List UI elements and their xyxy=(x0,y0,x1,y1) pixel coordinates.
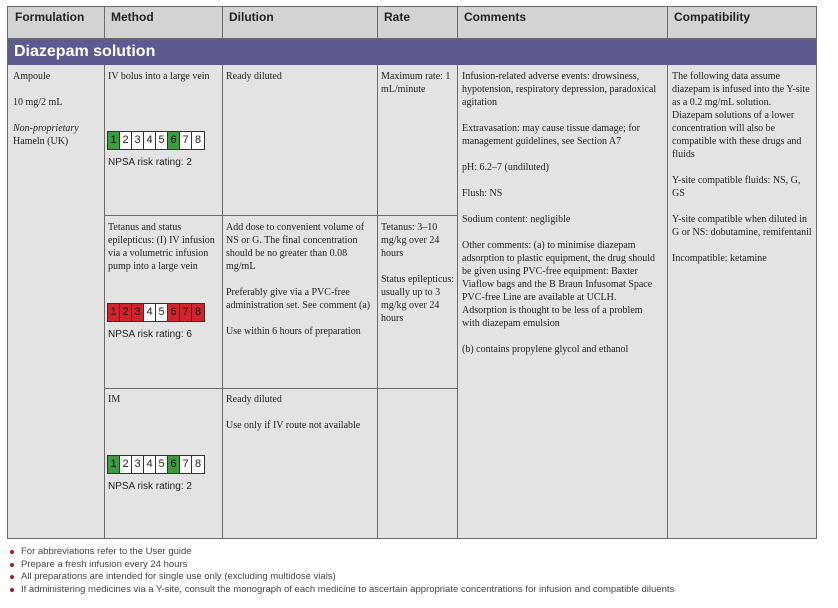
risk-cell-8: 8 xyxy=(192,132,204,149)
risk-cell-6: 6 xyxy=(168,456,180,473)
risk-cell-6: 6 xyxy=(168,304,180,321)
footnote: For abbreviations refer to the User guide xyxy=(8,546,808,559)
header-method: Method xyxy=(111,10,154,24)
divider xyxy=(667,65,668,538)
risk-cell-7: 7 xyxy=(180,456,192,473)
rate-row-1 xyxy=(381,70,455,96)
header-rate: Rate xyxy=(384,10,411,24)
formulation-cell xyxy=(13,70,101,148)
risk-cell-2: 2 xyxy=(120,456,132,473)
divider xyxy=(377,65,378,538)
rate-text: Status epilepticus: usually up to 3 mg/kg over 24 hours xyxy=(381,274,455,324)
risk-rating-row-3: NPSA risk rating: 2 xyxy=(108,481,192,492)
comment-sodium: Sodium content: negligible xyxy=(462,214,571,225)
risk-rating-row-2: NPSA risk rating: 6 xyxy=(108,329,192,340)
risk-scale-row-2 xyxy=(107,303,205,322)
dilution-text: Add dose to convenient volume of NS or G. The final concentration should be no greater than 0.08 mg/mL xyxy=(226,222,365,272)
divider xyxy=(104,65,105,538)
section-title: Diazepam solution xyxy=(8,39,816,65)
comment-other: Other comments: (a) to minimise diazepam adsorption to plastic equipment, the drug should be given using PVC-free equipment: Baxter Viaflow bags and the B Braun Infusomat Space PVC-free Line are available at UCLH. Adsorption is thought to be less of a problem with diazepam emulsion xyxy=(462,240,656,329)
divider xyxy=(104,215,457,216)
compatibility-incompatible: Incompatible: ketamine xyxy=(672,253,767,264)
compatibility-fluids: Y-site compatible fluids: NS, G, GS xyxy=(672,175,801,199)
method-row-1: IV bolus into a large vein xyxy=(108,71,210,82)
divider xyxy=(104,388,457,389)
comment-adverse-events: Infusion-related adverse events: drowsiness, hypotension, respiratory depression, paradoxical agitation xyxy=(462,71,657,108)
risk-cell-8: 8 xyxy=(192,304,204,321)
risk-cell-7: 7 xyxy=(180,132,192,149)
formulation-proprietary: Non-proprietary xyxy=(13,123,79,134)
header-formulation: Formulation xyxy=(15,10,85,24)
footnotes xyxy=(8,546,808,596)
divider xyxy=(222,65,223,538)
comment-flush: Flush: NS xyxy=(462,188,503,199)
divider xyxy=(377,7,378,38)
rate-row-2 xyxy=(381,221,455,325)
formulation-type: Ampoule xyxy=(13,71,51,82)
risk-scale-row-1 xyxy=(107,131,205,150)
risk-cell-5: 5 xyxy=(156,132,168,149)
header-comments: Comments xyxy=(464,10,527,24)
risk-rating-row-1: NPSA risk rating: 2 xyxy=(108,157,192,168)
risk-cell-5: 5 xyxy=(156,304,168,321)
risk-cell-3: 3 xyxy=(132,132,144,149)
compatibility-ysite: Y-site compatible when diluted in G or NS: dobutamine, remifentanil xyxy=(672,214,812,238)
risk-cell-4: 4 xyxy=(144,456,156,473)
divider xyxy=(667,7,668,38)
formulation-manufacturer: Hameln (UK) xyxy=(13,136,69,147)
risk-cell-1: 1 xyxy=(108,132,120,149)
risk-cell-7: 7 xyxy=(180,304,192,321)
divider xyxy=(222,7,223,38)
risk-cell-8: 8 xyxy=(192,456,204,473)
dilution-text: Ready diluted xyxy=(226,71,282,82)
risk-cell-3: 3 xyxy=(132,456,144,473)
risk-cell-3: 3 xyxy=(132,304,144,321)
risk-cell-2: 2 xyxy=(120,304,132,321)
compatibility-assumption: The following data assume diazepam is infused into the Y-site as a 0.2 mg/mL solution. Diazepam solutions of a lower concentration will also be compatible with these drugs and fluids xyxy=(672,71,810,160)
risk-cell-4: 4 xyxy=(144,132,156,149)
dilution-text: Ready diluted xyxy=(226,394,282,405)
monograph-table xyxy=(7,6,817,539)
comment-extravasation: Extravasation: may cause tissue damage; for management guidelines, see Section A7 xyxy=(462,123,640,147)
header-dilution: Dilution xyxy=(229,10,274,24)
risk-cell-4: 4 xyxy=(144,304,156,321)
dilution-row-1 xyxy=(226,70,373,83)
risk-cell-6: 6 xyxy=(168,132,180,149)
dilution-row-3 xyxy=(226,393,373,432)
dilution-row-2 xyxy=(226,221,373,338)
dilution-text: Preferably give via a PVC-free administration set. See comment (a) xyxy=(226,287,371,311)
method-row-3: IM xyxy=(108,394,121,405)
rate-text: Maximum rate: 1 mL/minute xyxy=(381,71,451,95)
comment-excipients: (b) contains propylene glycol and ethanol xyxy=(462,344,629,355)
risk-cell-5: 5 xyxy=(156,456,168,473)
risk-cell-2: 2 xyxy=(120,132,132,149)
comment-ph: pH: 6.2–7 (undiluted) xyxy=(462,162,549,173)
divider xyxy=(457,7,458,38)
risk-scale-row-3 xyxy=(107,455,205,474)
formulation-strength: 10 mg/2 mL xyxy=(13,97,63,108)
dilution-text: Use only if IV route not available xyxy=(226,420,361,431)
risk-cell-1: 1 xyxy=(108,456,120,473)
divider xyxy=(457,65,458,538)
header-compatibility: Compatibility xyxy=(674,10,751,24)
dilution-text: Use within 6 hours of preparation xyxy=(226,326,361,337)
footnote: Prepare a fresh infusion every 24 hours xyxy=(8,559,808,572)
divider xyxy=(104,7,105,38)
footnote: If administering medicines via a Y-site, consult the monograph of each medicine to ascertain appropriate concentrations for infusion and compatible diluents xyxy=(8,584,808,597)
comments-cell xyxy=(462,70,662,356)
table-header xyxy=(8,7,816,39)
rate-text: Tetanus: 3–10 mg/kg over 24 hours xyxy=(381,222,440,259)
footnote: All preparations are intended for single use only (excluding multidose vials) xyxy=(8,571,808,584)
compatibility-cell xyxy=(672,70,812,265)
method-row-2: Tetanus and status epilepticus: (I) IV infusion via a volumetric infusion pump into a large vein xyxy=(108,222,215,272)
risk-cell-1: 1 xyxy=(108,304,120,321)
